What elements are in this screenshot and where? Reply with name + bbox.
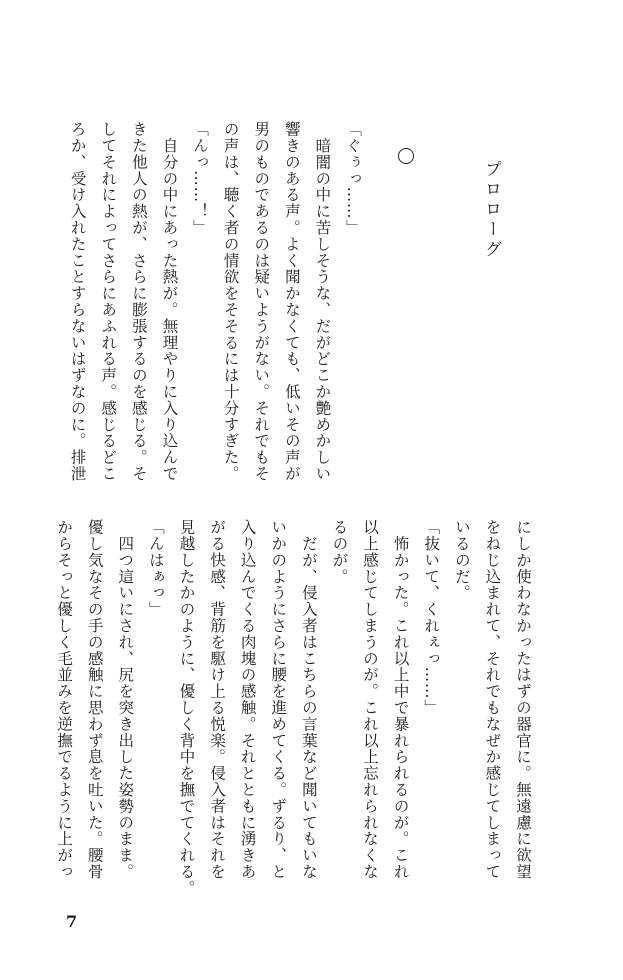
text-line: 「んっ……！」 (191, 121, 210, 236)
text-line: からそっと優しく毛並みを逆撫でるように上がっ (55, 519, 74, 880)
text-line: 「抜いて、くれぇっ……」 (422, 519, 441, 716)
text-line: 見越したかのように、優しく背中を撫でてくれる。 (177, 519, 196, 897)
text-line: 四つ這いにされ、尻を突き出した姿勢のまま。 (116, 519, 135, 880)
text-line: 自分の中にあった熱が。無理やりに入り込んで (160, 121, 179, 482)
text-line: 暗闇の中に苦しそうな、だがどこか艶めかしい (313, 121, 332, 482)
text-line: 響きのある声。よく聞かなくても、低いその声が (282, 121, 301, 482)
text-line: るのが。 (330, 519, 349, 585)
lower-text-block (55, 519, 538, 897)
text-line: 優し気なその手の感触に思わず息を吐いた。腰骨 (85, 519, 104, 880)
text-line: をねじ込まれて、それでもなぜか感じてしまって (483, 519, 502, 880)
text-line: 以上感じてしまうのが。これ以上忘れられなくな (361, 519, 380, 880)
text-line: 入り込んでくる肉塊の感触。それとともに湧きあ (238, 519, 257, 880)
text-line: してそれによってさらにあふれる声。感じるどこ (99, 121, 118, 482)
text-line: 怖かった。これ以上中で暴れられるのが。これ (391, 519, 410, 880)
page-number: 7 (66, 912, 78, 931)
text-line: の声は、聴く者の情欲をそそるには十分すぎた。 (221, 121, 240, 482)
text-line: 「ぐぅっ……」 (344, 121, 362, 236)
chapter-title: プロローグ (481, 160, 501, 260)
text-line: きた他人の熱が、さらに膨張するのを感じる。そ (129, 121, 148, 482)
text-line: ろか、受け入れたことすらないはずなのに。排泄 (68, 121, 87, 482)
text-line: 男のものであるのは疑いようがない。それでもそ (252, 121, 271, 482)
upper-text-block (68, 121, 368, 496)
text-line: 「んはぁっ」 (146, 519, 165, 618)
text-line: にしか使わなかったはずの器官に。無遠慮に欲望 (514, 519, 532, 880)
text-line: がる快感、背筋を駆け上る悦楽。侵入者はそれを (208, 519, 227, 880)
section-circle-icon (398, 148, 414, 164)
text-line: いかのようにさらに腰を進めてくる。ずるり、と (269, 519, 288, 880)
text-line: だが、侵入者はこちらの言葉など聞いてもいな (299, 519, 318, 880)
text-line: いるのだ。 (452, 519, 471, 601)
